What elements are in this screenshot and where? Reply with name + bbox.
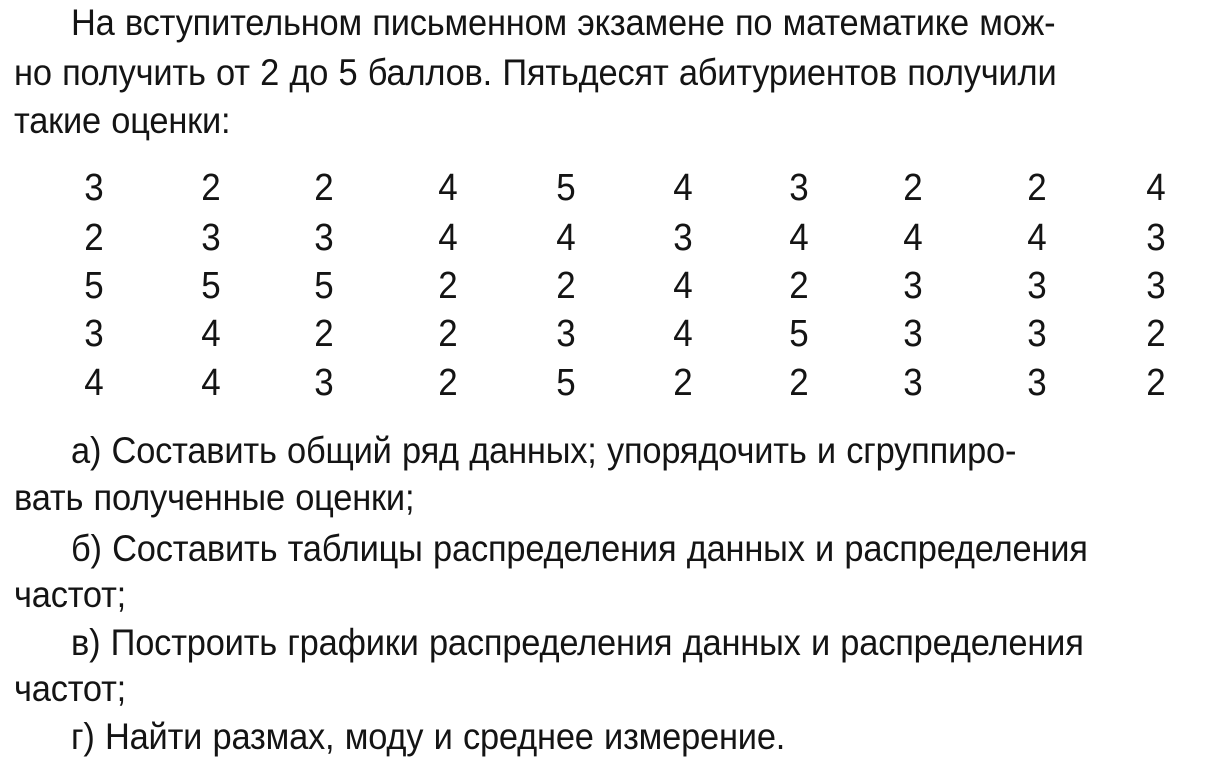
grade-cell: 3 (314, 217, 334, 259)
grade-cell: 2 (438, 265, 458, 307)
task-c-line: частот; (14, 668, 127, 709)
grade-cell: 2 (1146, 362, 1166, 404)
grade-cell: 2 (438, 313, 458, 355)
grade-cell: 4 (789, 217, 809, 259)
grade-cell: 3 (1027, 265, 1047, 307)
grade-cell: 4 (673, 313, 693, 355)
grade-cell: 2 (903, 167, 923, 209)
grade-cell: 3 (673, 217, 693, 259)
grade-cell: 4 (673, 265, 693, 307)
grade-cell: 4 (1027, 217, 1047, 259)
grade-cell: 5 (556, 167, 576, 209)
grade-cell: 3 (1027, 362, 1047, 404)
grade-cell: 2 (84, 217, 104, 259)
grade-cell: 5 (314, 265, 334, 307)
grade-cell: 5 (201, 265, 221, 307)
task-a-line: вать полученные оценки; (14, 477, 415, 518)
grade-cell: 4 (201, 362, 221, 404)
intro-line: но получить от 2 до 5 баллов. Пятьдесят абитуриентов получили (14, 52, 1057, 93)
grade-cell: 3 (903, 265, 923, 307)
intro-line: такие оценки: (14, 100, 231, 141)
grade-cell: 4 (84, 362, 104, 404)
grade-cell: 2 (556, 265, 576, 307)
grade-cell: 3 (314, 362, 334, 404)
intro-line: На вступительном письменном экзамене по математике мож- (71, 2, 1056, 43)
grade-cell: 2 (673, 362, 693, 404)
grade-cell: 3 (84, 167, 104, 209)
grade-cell: 4 (903, 217, 923, 259)
grade-cell: 2 (201, 167, 221, 209)
task-b-line: частот; (14, 574, 127, 615)
grade-cell: 3 (1146, 217, 1166, 259)
grade-cell: 2 (438, 362, 458, 404)
grade-cell: 2 (314, 167, 334, 209)
grade-cell: 5 (789, 313, 809, 355)
grade-cell: 4 (438, 167, 458, 209)
grade-cell: 4 (556, 217, 576, 259)
grade-cell: 4 (201, 313, 221, 355)
task-b-line: б) Составить таблицы распределения данных и распределения (71, 528, 1088, 569)
grade-cell: 3 (556, 313, 576, 355)
grade-cell: 3 (201, 217, 221, 259)
grade-cell: 5 (556, 362, 576, 404)
grade-cell: 3 (1027, 313, 1047, 355)
grade-cell: 2 (789, 362, 809, 404)
grade-cell: 5 (84, 265, 104, 307)
grade-cell: 2 (314, 313, 334, 355)
task-c-line: в) Построить графики распределения данных и распределения (71, 622, 1084, 663)
grade-cell: 2 (789, 265, 809, 307)
grade-cell: 2 (1027, 167, 1047, 209)
task-d-line: г) Найти размах, моду и среднее измерение. (71, 716, 786, 757)
grade-cell: 4 (1146, 167, 1166, 209)
grade-cell: 3 (84, 313, 104, 355)
task-a-line: а) Составить общий ряд данных; упорядочить и сгруппиро- (71, 430, 1017, 471)
grade-cell: 2 (1146, 313, 1166, 355)
grade-cell: 4 (673, 167, 693, 209)
grade-cell: 3 (903, 362, 923, 404)
grade-cell: 3 (789, 167, 809, 209)
grade-cell: 3 (1146, 265, 1166, 307)
grade-cell: 4 (438, 217, 458, 259)
grade-cell: 3 (903, 313, 923, 355)
